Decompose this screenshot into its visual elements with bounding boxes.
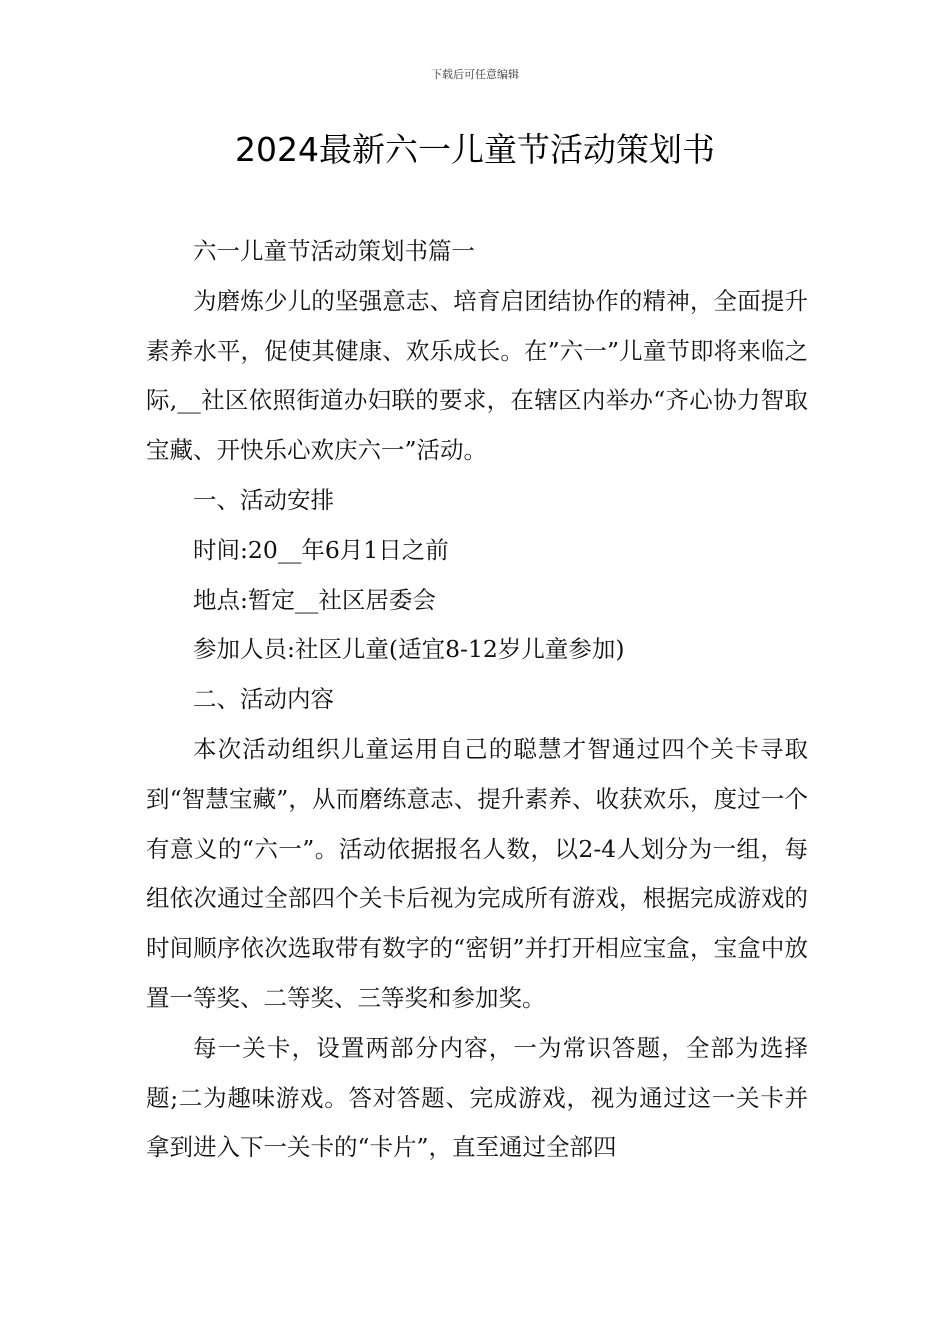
location-line: 地点:暂定__社区居委会 bbox=[193, 585, 436, 614]
header-note: 下载后可任意编辑 bbox=[431, 68, 519, 81]
section-heading-arrangement: 一、活动安排 bbox=[193, 485, 334, 514]
time-line: 时间:20__年6月1日之前 bbox=[193, 535, 449, 564]
participants-line: 参加人员:社区儿童(适宜8-12岁儿童参加) bbox=[193, 635, 625, 664]
section-heading-content: 二、活动内容 bbox=[193, 685, 334, 714]
document-title: 2024最新六一儿童节活动策划书 bbox=[235, 130, 715, 169]
intro-paragraph: 为磨炼少儿的坚强意志、培育启团结协作的精神，全面提升素养水平，促使其健康、欢乐成长。在”六一”儿童节即将来临之际,__社区依照街道办妇联的要求，在辖区内举办“齐心协力智取宝藏、开快乐心欢庆六一”活动。 bbox=[146, 286, 808, 465]
level-paragraph: 每一关卡，设置两部分内容，一为常识答题，全部为选择题;二为趣味游戏。答对答题、完成游戏，视为通过这一关卡并拿到进入下一关卡的“卡片”，直至通过全部四 bbox=[146, 1033, 808, 1162]
section-heading: 六一儿童节活动策划书篇一 bbox=[193, 237, 475, 265]
content-paragraph: 本次活动组织儿童运用自己的聪慧才智通过四个关卡寻取到“智慧宝藏”，从而磨练意志、提升素养、收获欢乐，度过一个有意义的“六一”。活动依据报名人数，以2-4人划分为一组，每组依次通过全部四个关卡后视为完成所有游戏，根据完成游戏的时间顺序依次选取带有数字的“密钥”并打开相应宝盒，宝盒中放置一等奖、二等奖、三等奖和参加奖。 bbox=[146, 734, 808, 1012]
document-body bbox=[146, 227, 808, 1173]
